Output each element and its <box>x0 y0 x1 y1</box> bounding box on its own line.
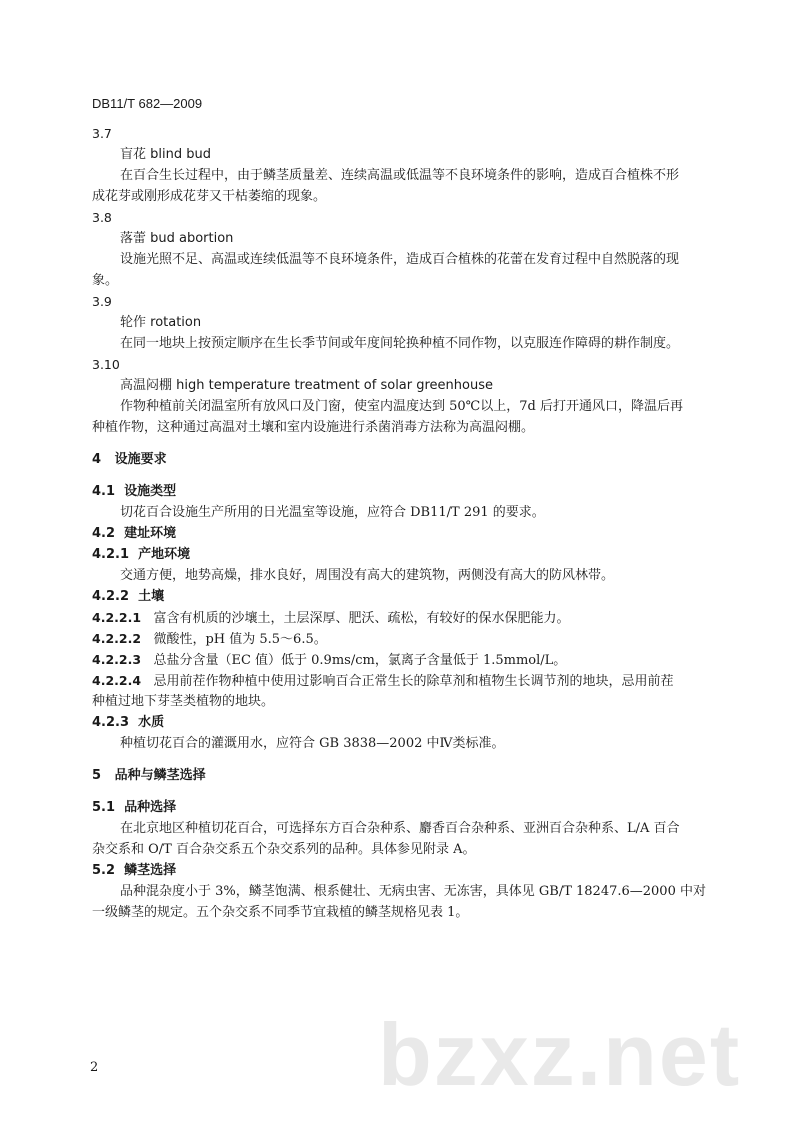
clause-heading <box>92 800 176 816</box>
clause-number: 4.2.2.2 <box>92 631 142 646</box>
clause-text: 种植过地下芽茎类植物的地块。 <box>92 694 275 709</box>
subclause <box>92 673 673 690</box>
clause-number: 3.7 <box>92 126 112 141</box>
subclause <box>92 631 327 648</box>
clause-number: 4.2.2 <box>92 589 130 604</box>
clause-number: 5.2 <box>92 863 116 878</box>
term-definition: 在百合生长过程中，由于鳞茎质量差、连续高温或低温等不良环境条件的影响，造成百合植株不形 <box>120 168 680 183</box>
clause-text: 切花百合设施生产所用的日光温室等设施，应符合 DB11/T 291 的要求。 <box>120 505 545 520</box>
clause-text: 在北京地区种植切花百合，可选择东方百合杂种系、麝香百合杂种系、亚洲百合杂种系、L/A 百合 <box>120 821 680 836</box>
clause-text: 微酸性，pH 值为 5.5～6.5。 <box>153 632 327 647</box>
clause-heading <box>92 715 164 731</box>
clause-title: 设施类型 <box>124 484 177 499</box>
clause-number: 4.2.2.1 <box>92 610 142 625</box>
term-title: 落蕾 bud abortion <box>120 231 234 246</box>
clause-text: 总盐分含量（EC 值）低于 0.9ms/cm，氯离子含量低于 1.5mmol/L。 <box>153 653 567 668</box>
clause-title: 水质 <box>138 715 165 730</box>
clause-title: 建址环境 <box>124 526 177 541</box>
clause-text: 一级鳞茎的规定。五个杂交系不同季节宜栽植的鳞茎规格见表 1。 <box>92 905 469 920</box>
clause-number: 3.9 <box>92 294 112 309</box>
clause-text: 杂交系和 O/T 百合杂交系五个杂交系列的品种。具体参见附录 A。 <box>92 842 476 857</box>
clause-number: 3.8 <box>92 210 112 225</box>
clause-number: 4.2 <box>92 526 116 541</box>
clause-heading <box>92 484 176 500</box>
clause-number: 5.1 <box>92 800 116 815</box>
clause-heading <box>92 589 164 605</box>
clause-heading <box>92 526 176 542</box>
clause-text: 忌用前茬作物种植中使用过影响百合正常生长的除草剂和植物生长调节剂的地块，忌用前茬 <box>153 674 674 689</box>
clause-number: 4.2.2.3 <box>92 652 142 667</box>
term-definition: 种植作物，这种通过高温对土壤和室内设施进行杀菌消毒方法称为高温闷棚。 <box>92 420 535 435</box>
clause-title: 鳞茎选择 <box>124 863 177 878</box>
clause-number: 4.2.1 <box>92 547 130 562</box>
page-number: 2 <box>90 1060 99 1075</box>
standard-code-header: DB11/T 682—2009 <box>92 96 203 111</box>
chapter-number: 4 <box>92 452 102 467</box>
clause-title: 产地环境 <box>138 547 191 562</box>
clause-number: 4.1 <box>92 484 116 499</box>
chapter-heading <box>92 768 206 784</box>
term-title: 轮作 rotation <box>120 315 202 330</box>
clause-text: 交通方便，地势高燥，排水良好，周围没有高大的建筑物，两侧没有高大的防风林带。 <box>120 568 615 583</box>
clause-number: 4.2.2.4 <box>92 673 142 688</box>
term-definition: 设施光照不足、高温或连续低温等不良环境条件，造成百合植株的花蕾在发育过程中自然脱落的现 <box>120 252 680 267</box>
subclause <box>92 610 569 627</box>
chapter-heading <box>92 452 167 468</box>
chapter-number: 5 <box>92 768 102 783</box>
clause-text: 种植切花百合的灌溉用水，应符合 GB 3838—2002 中Ⅳ类标准。 <box>120 736 505 751</box>
term-title: 盲花 blind bud <box>120 147 211 162</box>
clause-title: 品种选择 <box>124 800 177 815</box>
clause-heading <box>92 547 190 563</box>
clause-text: 富含有机质的沙壤土，土层深厚、肥沃、疏松，有较好的保水保肥能力。 <box>153 611 570 626</box>
chapter-title: 品种与鳞茎选择 <box>114 768 206 783</box>
term-definition: 成花芽或刚形成花芽又干枯萎缩的现象。 <box>92 189 327 204</box>
clause-number: 4.2.3 <box>92 715 130 730</box>
subclause <box>92 652 566 669</box>
clause-heading <box>92 863 176 879</box>
term-definition: 作物种植前关闭温室所有放风口及门窗，使室内温度达到 50℃以上，7d 后打开通风口，降温后再 <box>120 399 683 414</box>
watermark: bzxz.net <box>378 1005 742 1104</box>
chapter-title: 设施要求 <box>114 452 167 467</box>
clause-title: 土壤 <box>138 589 165 604</box>
term-definition: 象。 <box>92 273 119 288</box>
term-definition: 在同一地块上按预定顺序在生长季节间或年度间轮换种植不同作物，以克服连作障碍的耕作制度。 <box>120 336 680 351</box>
clause-number: 3.10 <box>92 357 120 372</box>
clause-text: 品种混杂度小于 3%，鳞茎饱满、根系健壮、无病虫害、无冻害，具体见 GB/T 18247.6—2000 中对 <box>120 884 706 899</box>
term-title: 高温闷棚 high temperature treatment of solar greenhouse <box>120 378 493 393</box>
